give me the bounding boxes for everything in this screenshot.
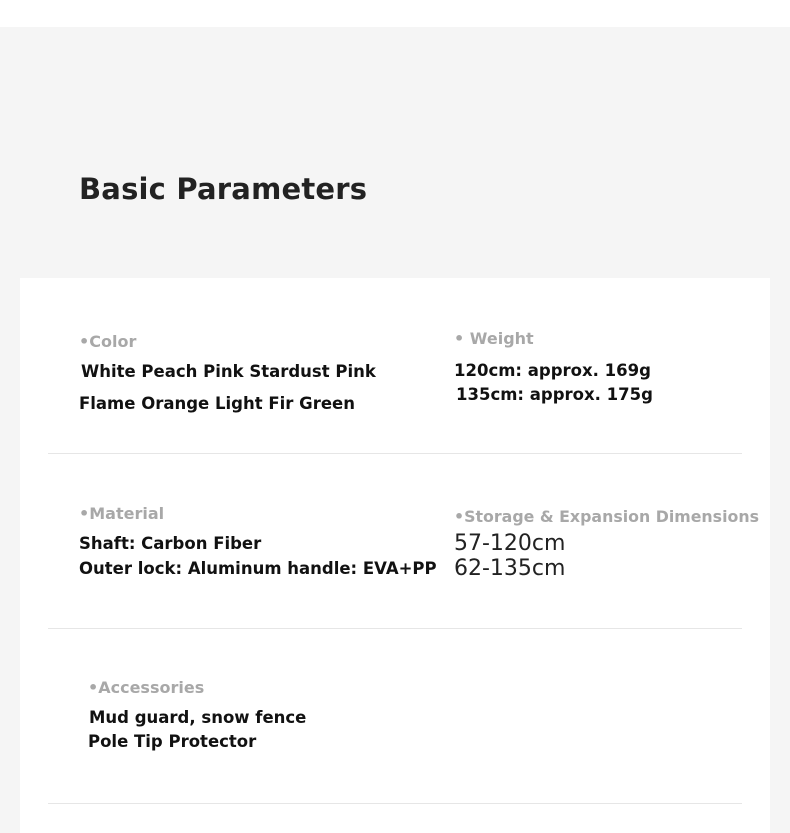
param-storage-label: •Storage & Expansion Dimensions: [454, 507, 760, 526]
param-color-value-line-1: White Peach Pink Stardust Pink: [81, 362, 376, 381]
param-material: [79, 504, 437, 581]
param-accessories-label: •Accessories: [88, 678, 205, 697]
divider: [48, 628, 742, 629]
divider: [48, 453, 742, 454]
param-accessories-value-line-1: Mud guard, snow fence: [89, 708, 307, 727]
param-material-label: •Material: [79, 504, 165, 523]
param-weight-label: • Weight: [454, 329, 534, 348]
param-weight-value-line-1: 120cm: approx. 169g: [454, 361, 651, 380]
param-storage: [454, 507, 759, 581]
divider: [48, 803, 742, 804]
param-color: [79, 332, 376, 416]
param-weight: [454, 329, 653, 407]
param-material-value-line-2: Outer lock: Aluminum handle: EVA+PP: [79, 559, 437, 578]
page-title: Basic Parameters: [79, 172, 368, 206]
param-storage-value-line-2: 62-135cm: [454, 556, 566, 581]
param-color-value-line-2: Flame Orange Light Fir Green: [79, 394, 355, 413]
param-accessories: [88, 678, 306, 754]
param-material-value-line-1: Shaft: Carbon Fiber: [79, 534, 262, 553]
param-weight-value-line-2: 135cm: approx. 175g: [456, 385, 653, 404]
param-storage-value-line-1: 57-120cm: [454, 531, 566, 556]
param-color-label: •Color: [79, 332, 137, 351]
param-accessories-value-line-2: Pole Tip Protector: [88, 732, 257, 751]
